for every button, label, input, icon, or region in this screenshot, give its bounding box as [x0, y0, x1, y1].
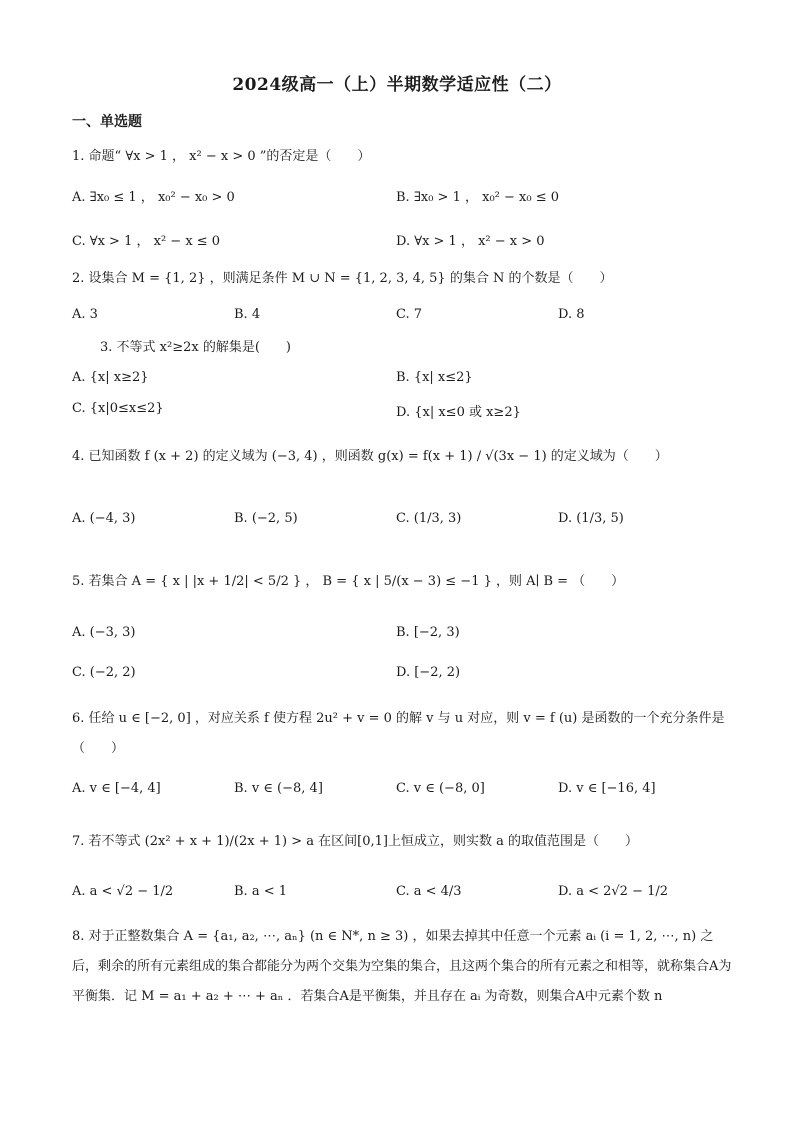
question-4-option-c[interactable]: C. (1/3, 3)	[396, 511, 462, 526]
question-2-stem: 2. 设集合 M = {1, 2} ，则满足条件 M ∪ N = {1, 2, 3, 4, 5} 的集合 N 的个数是（ ）	[72, 271, 613, 286]
question-2-option-d[interactable]: D. 8	[558, 307, 585, 322]
question-2-option-b[interactable]: B. 4	[234, 307, 261, 322]
question-3-option-d[interactable]: D. {x| x≤0 或 x≥2}	[396, 405, 521, 420]
question-1-stem: 1. 命题“ ∀x > 1 ， x² − x > 0 ”的否定是（ ）	[72, 149, 371, 164]
question-6-stem: 6. 任给 u ∈ [−2, 0] ，对应关系 f 使方程 2u² + v = 0 的解 v 与 u 对应，则 v = f (u) 是函数的一个充分条件是（ ）	[72, 711, 725, 756]
question-7-option-b[interactable]: B. a < 1	[234, 884, 287, 899]
question-4-stem: 4. 已知函数 f (x + 2) 的定义域为 (−3, 4) ，则函数 g(x) = f(x + 1) / √(3x − 1) 的定义域为（ ）	[72, 449, 668, 464]
question-6-option-c[interactable]: C. v ∈ (−8, 0]	[396, 781, 485, 796]
question-3-option-a[interactable]: A. {x| x≥2}	[72, 370, 149, 385]
question-1-option-c[interactable]: C. ∀x > 1 ， x² − x ≤ 0	[72, 234, 221, 249]
question-7-option-a[interactable]: A. a < √2 − 1/2	[72, 884, 174, 899]
question-2-option-a[interactable]: A. 3	[72, 307, 98, 322]
question-3-stem: 3. 不等式 x²≥2x 的解集是( )	[100, 340, 291, 355]
question-7-option-c[interactable]: C. a < 4/3	[396, 884, 462, 899]
question-3-option-c[interactable]: C. {x|0≤x≤2}	[72, 401, 164, 416]
question-6-option-d[interactable]: D. v ∈ [−16, 4]	[558, 781, 656, 796]
question-4-option-d[interactable]: D. (1/3, 5)	[558, 511, 624, 526]
question-1-option-d[interactable]: D. ∀x > 1 ， x² − x > 0	[396, 234, 545, 249]
question-3-option-b[interactable]: B. {x| x≤2}	[396, 370, 473, 385]
section-heading: 一、单选题	[72, 114, 142, 130]
question-1-option-a[interactable]: A. ∃x₀ ≤ 1 ， x₀² − x₀ > 0	[72, 190, 235, 205]
question-5-stem: 5. 若集合 A = { x | |x + 1/2| < 5/2 } ， B = { x | 5/(x − 3) ≤ −1 } ，则 A∣ B = （ ）	[72, 574, 625, 589]
question-5-option-c[interactable]: C. (−2, 2)	[72, 665, 136, 680]
question-5-option-d[interactable]: D. [−2, 2)	[396, 665, 461, 680]
question-4-option-a[interactable]: A. (−4, 3)	[72, 511, 136, 526]
question-2-option-c[interactable]: C. 7	[396, 307, 423, 322]
question-6-option-a[interactable]: A. v ∈ [−4, 4]	[72, 781, 161, 796]
question-1-option-b[interactable]: B. ∃x₀ > 1 ， x₀² − x₀ ≤ 0	[396, 190, 559, 205]
question-7-stem: 7. 若不等式 (2x² + x + 1)/(2x + 1) > a 在区间[0,1]上恒成立，则实数 a 的取值范围是（ ）	[72, 834, 638, 849]
question-6-option-b[interactable]: B. v ∈ (−8, 4]	[234, 781, 323, 796]
page-title: 2024级高一（上）半期数学适应性（二）	[232, 75, 562, 95]
question-5-option-b[interactable]: B. [−2, 3)	[396, 625, 460, 640]
question-7-option-d[interactable]: D. a < 2√2 − 1/2	[558, 884, 669, 899]
question-8-stem: 8. 对于正整数集合 A = {a₁, a₂, ⋯, aₙ} (n ∈ N*, n ≥ 3) ，如果去掉其中任意一个元素 aᵢ (i = 1, 2, ⋯, n) 之后，剩余的所有元素组成的集合都能分为两个交集为空集的集合，且这两个集合的所有元素之和相等，就称集合A为平衡集．记 M = a₁ + a₂ + ⋯ + aₙ ．若集合A是平衡集，并且存在 aᵢ 为奇数，则集合A中元素个数 n	[72, 929, 732, 1004]
question-4-option-b[interactable]: B. (−2, 5)	[234, 511, 298, 526]
question-5-option-a[interactable]: A. (−3, 3)	[72, 625, 136, 640]
